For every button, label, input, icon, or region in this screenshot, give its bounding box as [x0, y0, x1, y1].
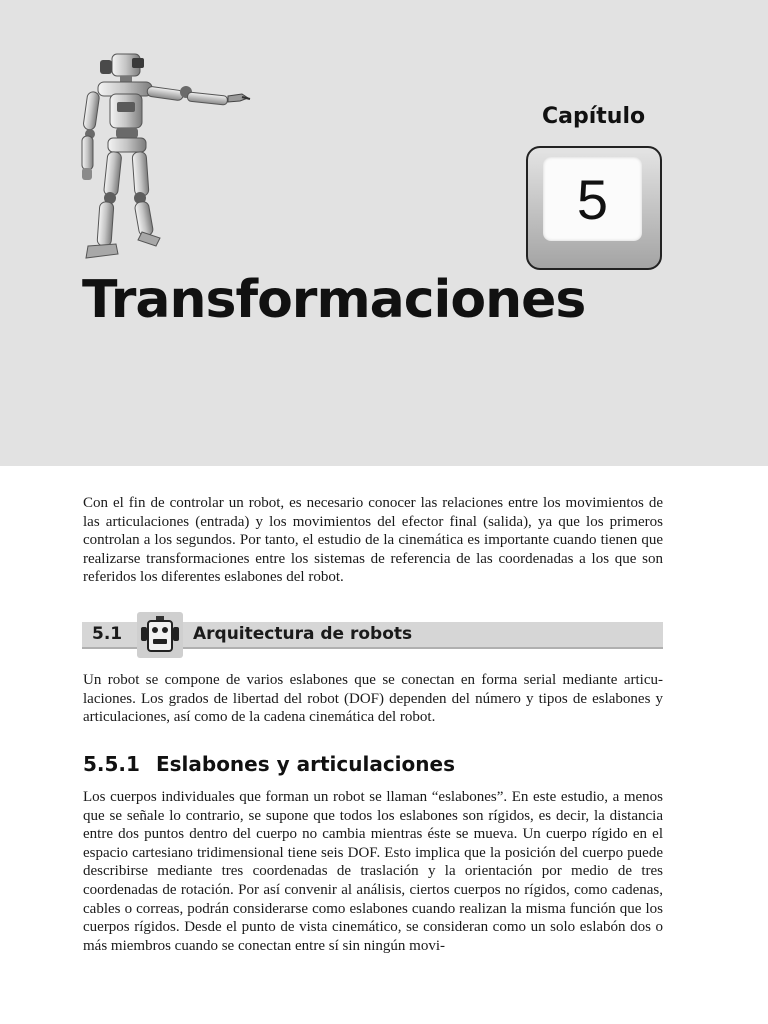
chapter-title: Transformaciones: [82, 270, 586, 330]
section-paragraph: Un robot se compone de varios eslabones que se conectan en forma serial mediante articulaciones. Los grados de libertad del robot (DOF) dependen del número y tipos de eslabones y articulaciones, así como de la cadena cinemática del robot.: [83, 672, 663, 726]
robot-head-icon: [137, 612, 183, 658]
section-title: Arquitectura de robots: [193, 624, 413, 644]
humanoid-robot-illustration: [70, 48, 260, 270]
section-number: 5.1: [92, 624, 123, 644]
key-face: [543, 157, 642, 241]
subsection-paragraph: Los cuerpos individuales que forman un robot se llaman “eslabones”. En este estudio, a menos que se señale lo contrario, se supone que todos los eslabones son rígidos, es decir, la distancia entre dos puntos dentro del cuerpo no cambia mientras éste se mueva. Un cuerpo rígido en el espacio cartesiano tridimensional tiene seis DOF. Esto implica que la posición del cuerpo puede describirse mediante tres coordenadas de traslación y la orientación por medio de tres coordenadas de rotación. Por así convenir al análisis, ciertos cuerpos no rígidos, como cadenas, cables o correas, podrán considerarse como eslabones cuando realizan la misma función que los cuerpos rígidos. Desde el punto de vista cinemático, se consideran como un solo eslabón dos o más miembros cuando se conectan entre sí sin ningún movi-: [83, 789, 663, 954]
subsection-heading: [83, 750, 455, 778]
chapter-number: 5: [576, 168, 609, 231]
intro-paragraph: Con el fin de controlar un robot, es necesario conocer las relaciones entre los movimientos de las articulaciones (entrada) y los movimientos del efector final (salida), ya que los primeros controlan a los segundos. Por tanto, el estudio de la cinemática es importante cuando tienen que realizarse transformaciones entre los sistemas de referencia de las coordenadas a los que son referidos los diferentes eslabones del robot.: [83, 495, 663, 586]
subsection-title: Eslabones y articulaciones: [155, 752, 455, 776]
chapter-banner: [0, 0, 768, 466]
chapter-label: Capítulo: [542, 104, 646, 129]
chapter-number-key: [526, 146, 662, 270]
subsection-number: 5.5.1: [83, 752, 140, 776]
